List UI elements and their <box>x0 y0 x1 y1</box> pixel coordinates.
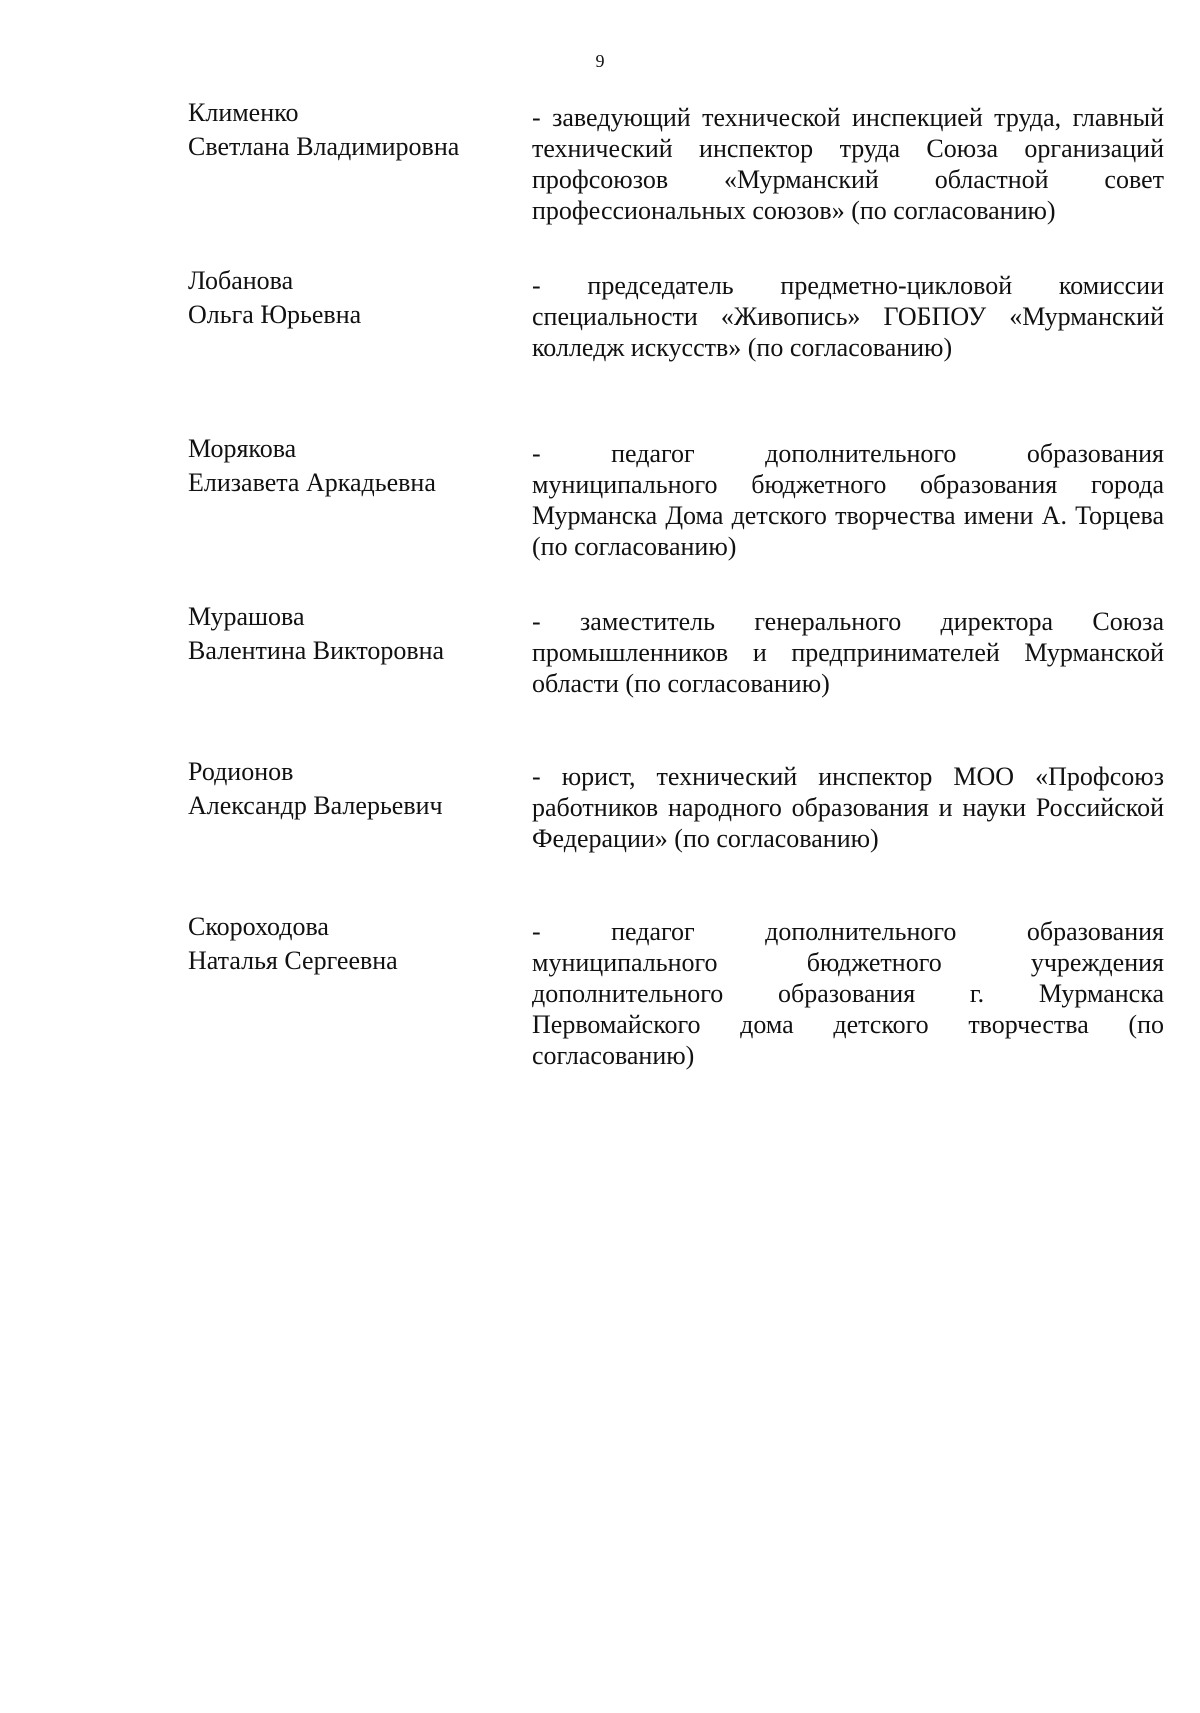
member-name <box>188 910 508 978</box>
member-surname: Лобанова <box>188 266 294 295</box>
member-surname: Скороходова <box>188 912 329 941</box>
page-number: 9 <box>595 51 605 71</box>
member-given-names: Елизавета Аркадьевна <box>188 468 436 497</box>
member-surname: Мурашова <box>188 602 305 631</box>
member-list <box>188 96 1168 1078</box>
member-given-names: Александр Валерьевич <box>188 791 443 820</box>
member-name <box>188 432 508 500</box>
member-surname: Клименко <box>188 98 299 127</box>
member-given-names: Ольга Юрьевна <box>188 300 362 329</box>
member-given-names: Валентина Викторовна <box>188 636 445 665</box>
member-entry <box>188 600 1168 755</box>
member-role: - педагог дополнительного образования муниципального бюджетного образования города Мурманска Дома детского творчества имени А. Торцева (по согласованию) <box>532 439 1164 561</box>
member-role: - юрист, технический инспектор МОО «Профсоюз работников народного образования и науки Российской Федерации» (по согласованию) <box>532 762 1164 853</box>
member-given-names: Светлана Владимировна <box>188 132 460 161</box>
member-name <box>188 96 508 164</box>
member-role: - председатель предметно-цикловой комиссии специальности «Живопись» ГОБПОУ «Мурманский колледж искусств» (по согласованию) <box>532 271 1164 362</box>
member-name <box>188 264 508 332</box>
member-surname: Родионов <box>188 757 294 786</box>
member-given-names: Наталья Сергеевна <box>188 946 398 975</box>
member-name <box>188 755 508 823</box>
member-role: - педагог дополнительного образования муниципального бюджетного учреждения дополнительного образования г. Мурманска Первомайского дома детского творчества (по согласованию) <box>532 917 1164 1070</box>
member-entry <box>188 755 1168 910</box>
member-entry <box>188 264 1168 432</box>
member-name <box>188 600 508 668</box>
member-entry <box>188 96 1168 264</box>
member-entry <box>188 432 1168 600</box>
member-role: - заведующий технической инспекцией труда, главный технический инспектор труда Союза организаций профсоюзов «Мурманский областной совет профессиональных союзов» (по согласованию) <box>532 103 1164 225</box>
member-entry <box>188 910 1168 1078</box>
member-role: - заместитель генерального директора Союза промышленников и предпринимателей Мурманской области (по согласованию) <box>532 607 1164 698</box>
member-surname: Морякова <box>188 434 297 463</box>
